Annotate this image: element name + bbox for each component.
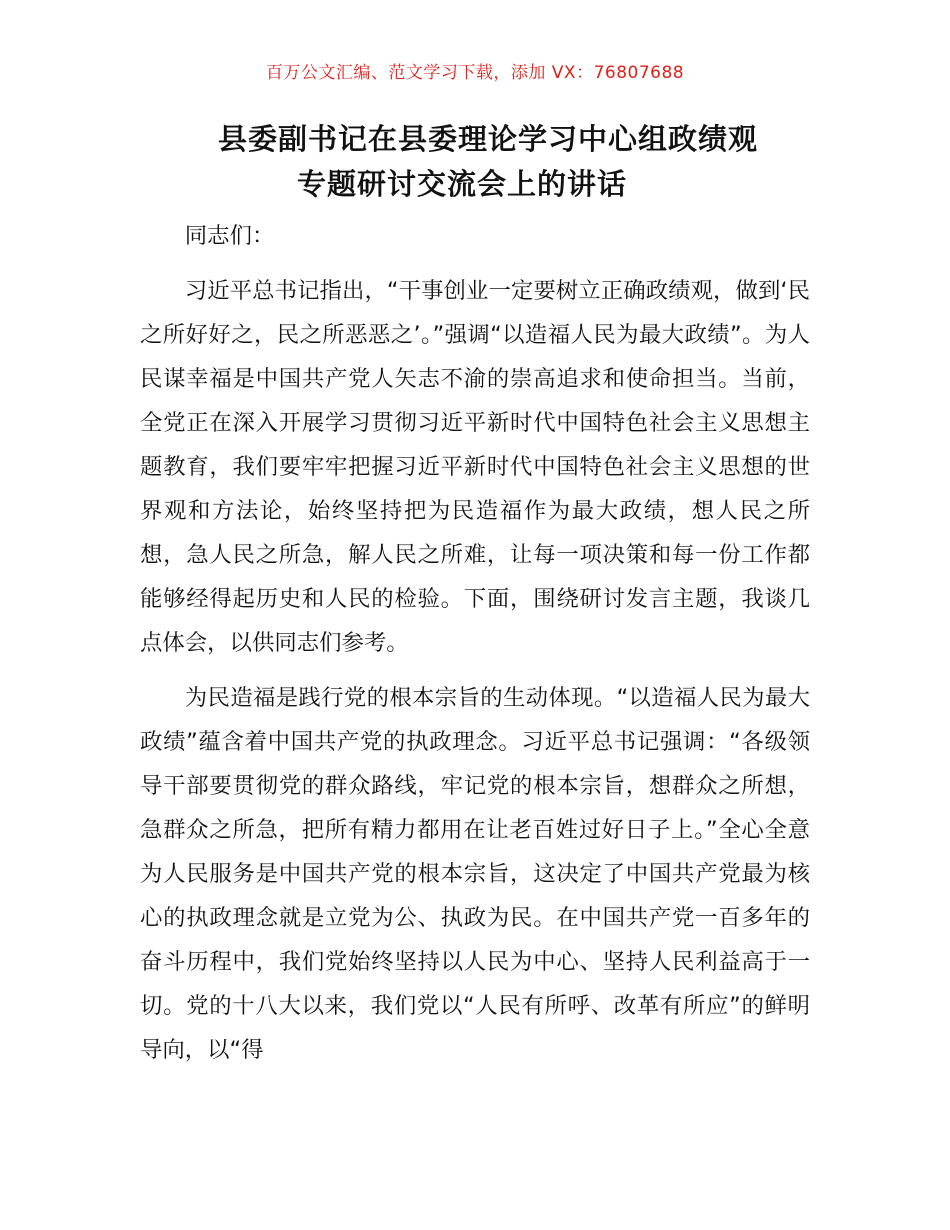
paragraph-2: 为民造福是践行党的根本宗旨的生动体现。“以造福人民为最大政绩”蕴含着中国共产党的执政理念。习近平总书记强调：“各级领导干部要贯彻党的群众路线，牢记党的根本宗旨，想群众之所想，急群众之所急，把所有精力都用在让老百姓过好日子上。”全心全意为人民服务是中国共产党的根本宗旨，这决定了中国共产党最为核心的执政理念就是立党为公、执政为民。在中国共产党一百多年的奋斗历程中，我们党始终坚持以人民为中心、坚持人民利益高于一切。党的十八大以来，我们党以“人民有所呼、改革有所应”的鲜明导向，以“得: [140, 685, 810, 1063]
document-title-line-1: 县委副书记在县委理论学习中心组政绩观: [218, 122, 759, 156]
greeting: 同志们：: [184, 223, 275, 249]
document-body: [140, 214, 810, 1072]
document-title-line-2: 专题研讨交流会上的讲话: [297, 167, 628, 201]
paragraph-1: 习近平总书记指出，“干事创业一定要树立正确政绩观，做到‘民之所好好之，民之所恶恶之’。”强调“以造福人民为最大政绩”。为人民谋幸福是中国共产党人矢志不渝的崇高追求和使命担当。当前，全党正在深入开展学习贯彻习近平新时代中国特色社会主义思想主题教育，我们要牢牢把握习近平新时代中国特色社会主义思想的世界观和方法论，始终坚持把为民造福作为最大政绩，想人民之所想，急人民之所急，解人民之所难，让每一项决策和每一份工作都能够经得起历史和人民的检验。下面，围绕研讨发言主题，我谈几点体会，以供同志们参考。: [140, 278, 810, 656]
header-watermark-note: 百万公文汇编、范文学习下载，添加 VX：76807688: [265, 63, 685, 83]
